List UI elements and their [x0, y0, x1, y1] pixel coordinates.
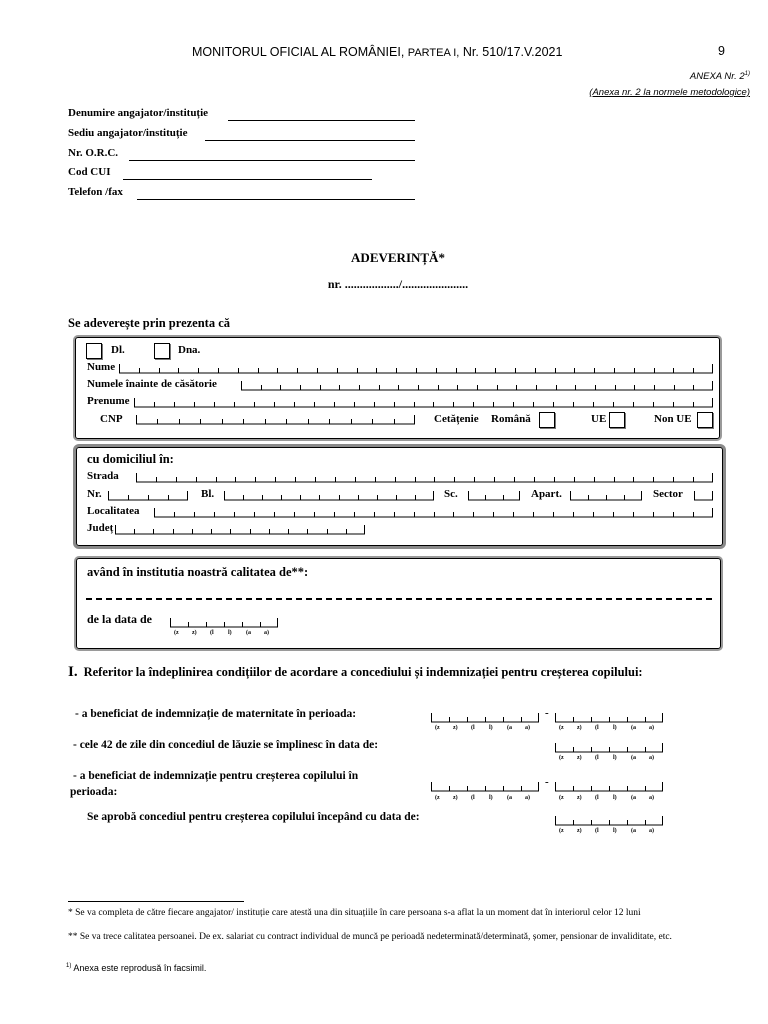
- employer-seat-label: Sediu angajator/instituție: [68, 127, 188, 139]
- date-hint-part: a): [649, 828, 654, 834]
- non-eu-label: Non UE: [654, 413, 692, 425]
- block-field[interactable]: [224, 491, 434, 500]
- county-field[interactable]: [115, 525, 365, 534]
- mrs-label: Dna.: [178, 344, 201, 356]
- section-1-title: Referitor la îndeplinirea condițiilor de acordare a concediului și indemnizației pentru creșterea copilului:: [83, 665, 643, 679]
- employer-name-label: Denumire angajator/instituție: [68, 107, 209, 119]
- date-hint-part: (a: [631, 725, 636, 731]
- certificate-intro: Se adeverește prin prezenta că: [68, 316, 230, 330]
- sector-field[interactable]: [694, 491, 713, 500]
- annex-note: (Anexa nr. 2 la normele metodologice): [589, 87, 750, 98]
- date-hint-part: z): [453, 795, 458, 801]
- certificate-number: nr. ................../......................: [327, 277, 469, 291]
- childcare-dash: -: [545, 776, 549, 788]
- postpartum-date-field[interactable]: [555, 743, 663, 752]
- cui-label: Cod CUI: [68, 166, 111, 178]
- address-title: cu domiciliul în:: [87, 452, 174, 466]
- childcare-start-field[interactable]: [431, 782, 539, 791]
- date-hint-part: (l: [210, 630, 214, 636]
- mr-checkbox[interactable]: [86, 343, 102, 359]
- annex-label: [690, 71, 750, 82]
- facsimile-superscript: 1): [66, 963, 72, 969]
- date-hint-part: (a: [631, 795, 636, 801]
- certificate-title: ADEVERINȚĂ*: [351, 250, 445, 265]
- date-hint-part: a): [264, 630, 269, 636]
- romanian-checkbox[interactable]: [539, 412, 555, 428]
- locality-label: Localitatea: [87, 505, 140, 517]
- date-hint-part: (z: [435, 725, 440, 731]
- number-field[interactable]: [108, 491, 188, 500]
- childcare-period-label: [70, 768, 359, 800]
- header-title: MONITORUL OFICIAL AL ROMÂNIEI,: [192, 45, 405, 59]
- date-hint-part: z): [192, 630, 197, 636]
- date-hint-part: l): [613, 828, 617, 834]
- maternity-period-label: - a beneficiat de indemnizație de maternitate în perioada:: [75, 708, 357, 720]
- leave-approved-label: Se aprobă concediul pentru creșterea copilului începând cu data de:: [87, 811, 420, 823]
- position-title: având în institutia noastră calitatea de**:: [87, 565, 309, 579]
- maternity-start-field[interactable]: [431, 713, 539, 722]
- date-hint-part: (l: [471, 725, 475, 731]
- date-hint-part: (z: [559, 755, 564, 761]
- date-hint-part: (l: [595, 795, 599, 801]
- date-hint-part: (l: [595, 828, 599, 834]
- last-name-field[interactable]: [119, 364, 713, 373]
- date-hint-part: z): [577, 795, 582, 801]
- orc-label: Nr. O.R.C.: [68, 147, 119, 159]
- date-hint-part: z): [577, 755, 582, 761]
- maiden-name-label: Numele înainte de căsătorie: [87, 378, 217, 390]
- date-hint-part: l): [489, 795, 493, 801]
- street-field[interactable]: [136, 473, 713, 482]
- footnote-2: ** Se va trece calitatea persoanei. De ex. salariat cu contract individual de muncă pe perioadă nedeterminată/determinată, șomer, pensionar de invaliditate, etc.: [68, 932, 672, 942]
- date-hint-part: (l: [471, 795, 475, 801]
- date-hint-part: (l: [595, 725, 599, 731]
- section-1-heading: [68, 662, 712, 682]
- date-hint-part: (z: [435, 795, 440, 801]
- since-date-field[interactable]: [170, 618, 278, 627]
- number-label: Nr.: [87, 488, 102, 500]
- date-hint-part: (a: [631, 755, 636, 761]
- section-1-numeral: I.: [68, 664, 78, 680]
- phone-line[interactable]: [137, 199, 415, 200]
- date-hint-part: a): [525, 795, 530, 801]
- date-hint-part: (a: [507, 795, 512, 801]
- leave-start-field[interactable]: [555, 816, 663, 825]
- date-hint-part: l): [228, 630, 232, 636]
- apartment-label: Apart.: [531, 488, 562, 500]
- last-name-label: Nume: [87, 361, 116, 373]
- locality-field[interactable]: [154, 508, 713, 517]
- street-label: Strada: [87, 470, 119, 482]
- romanian-label: Română: [491, 413, 531, 425]
- date-hint-part: a): [649, 725, 654, 731]
- county-label: Județ: [87, 522, 114, 534]
- maternity-end-field[interactable]: [555, 713, 663, 722]
- block-label: Bl.: [201, 488, 215, 500]
- phone-label: Telefon /fax: [68, 186, 123, 198]
- staircase-field[interactable]: [468, 491, 520, 500]
- cnp-field[interactable]: [136, 415, 415, 424]
- childcare-end-field[interactable]: [555, 782, 663, 791]
- childcare-period-line-2: perioada:: [70, 786, 118, 798]
- header-part: PARTEA I,: [407, 47, 460, 59]
- cnp-label: CNP: [100, 413, 123, 425]
- date-hint-part: z): [577, 725, 582, 731]
- staircase-label: Sc.: [444, 488, 458, 500]
- eu-checkbox[interactable]: [609, 412, 625, 428]
- annex-text: ANEXA Nr. 2: [689, 71, 745, 83]
- apartment-field[interactable]: [570, 491, 642, 500]
- mr-label: Dl.: [111, 344, 125, 356]
- date-hint-part: (a: [246, 630, 251, 636]
- date-hint-part: (z: [559, 725, 564, 731]
- date-hint-part: (z: [559, 795, 564, 801]
- date-hint-part: a): [525, 725, 530, 731]
- maternity-dash: -: [545, 707, 549, 719]
- mrs-checkbox[interactable]: [154, 343, 170, 359]
- date-hint-part: (a: [631, 828, 636, 834]
- since-label: de la data de: [87, 612, 153, 626]
- cui-line[interactable]: [123, 179, 372, 180]
- date-hint-part: l): [613, 725, 617, 731]
- page-number: 9: [718, 44, 725, 58]
- date-hint-part: (z: [559, 828, 564, 834]
- date-hint-part: l): [613, 795, 617, 801]
- facsimile-text: Anexa este reprodusă în facsimil.: [73, 963, 207, 973]
- date-hint-part: z): [453, 725, 458, 731]
- childcare-period-line-1: - a beneficiat de indemnizație pentru creșterea copilului în: [73, 770, 359, 782]
- first-name-field[interactable]: [134, 398, 713, 407]
- date-hint-part: a): [649, 755, 654, 761]
- non-eu-checkbox[interactable]: [697, 412, 713, 428]
- employer-seat-line[interactable]: [205, 140, 415, 141]
- employer-name-line[interactable]: [228, 120, 415, 121]
- citizenship-label: Cetățenie: [434, 413, 479, 425]
- footnote-1: * Se va completa de către fiecare angajator/ instituție care atestă una din situațiile în care persoana s-a aflat la un moment dat în interiorul celor 12 luni: [68, 908, 641, 918]
- date-hint-part: l): [613, 755, 617, 761]
- maiden-name-field[interactable]: [241, 381, 713, 390]
- sector-label: Sector: [653, 488, 683, 500]
- date-hint-part: (a: [507, 725, 512, 731]
- footnote-separator: [68, 901, 244, 902]
- date-hint-part: z): [577, 828, 582, 834]
- orc-line[interactable]: [129, 160, 415, 161]
- eu-label: UE: [591, 413, 607, 425]
- annex-superscript: 1): [744, 71, 750, 77]
- date-hint-part: l): [489, 725, 493, 731]
- date-hint-part: a): [649, 795, 654, 801]
- date-hint-part: (l: [595, 755, 599, 761]
- facsimile-note: [66, 963, 206, 973]
- position-dashed-line[interactable]: [86, 598, 712, 600]
- date-hint-part: (z: [174, 630, 179, 636]
- running-header: [192, 45, 562, 59]
- first-name-label: Prenume: [87, 395, 130, 407]
- postpartum-label: - cele 42 de zile din concediul de lăuzie se împlinesc în data de:: [73, 739, 379, 751]
- header-issue: Nr. 510/17.V.2021: [462, 45, 563, 59]
